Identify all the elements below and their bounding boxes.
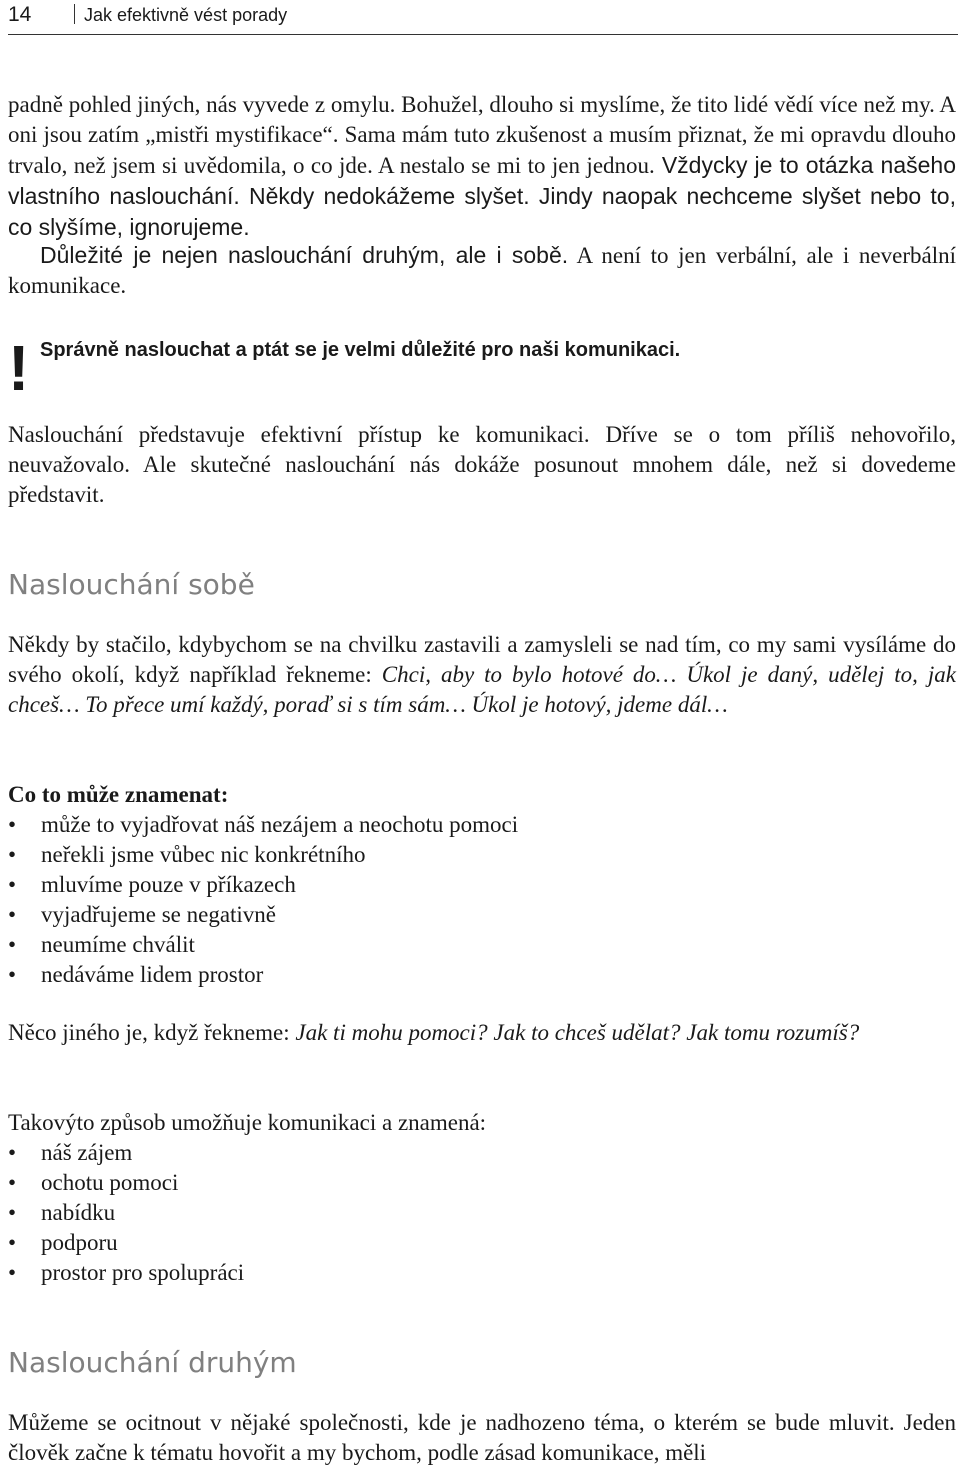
list-item: • ochotu pomoci (8, 1168, 956, 1198)
section-heading-self: Naslouchání sobě (8, 568, 255, 601)
paragraph-listening-approach: Naslouchání představuje efektivní přístup ke komunikaci. Dříve se o tom příliš nehovořilo, neuvažovalo. Ale skutečné naslouchání nás dokáže posunout mnohem dále, než si dovedeme představit. (8, 422, 956, 507)
intro-paragraph (8, 90, 956, 243)
self-italic-quotes: Chci, aby to bylo hotové do… Úkol je daný, udělej to, jak chceš… To přece umí každý, poraď si s tím sám… Úkol je hotový, jdeme dál… (8, 662, 956, 717)
else-italic-questions: Jak ti mohu pomoci? Jak to chceš udělat? Jak tomu rozumíš? (295, 1020, 860, 1045)
list-item: • nabídku (8, 1198, 956, 1228)
benefit-list (8, 1138, 956, 1288)
paragraph-others-listening: Můžeme se ocitnout v nějaké společnosti, kde je nadhozeno téma, o kterém se bude mluvit. Jeden člověk začne k tématu hovořit a my bychom, podle zásad komunikace, měli (8, 1410, 956, 1465)
callout-text: Správně naslouchat a ptát se je velmi důležité pro naši komunikaci. (40, 339, 681, 361)
list-item: • nedáváme lidem prostor (8, 960, 956, 990)
list-item: • podporu (8, 1228, 956, 1258)
exclamation-icon: ! (8, 332, 30, 404)
header-divider (74, 4, 75, 24)
page-number: 14 (8, 3, 32, 26)
else-plain-text: Něco jiného je, když řekneme: (8, 1020, 296, 1045)
paragraph-something-else (8, 1018, 956, 1048)
paragraph-such-way: Takovýto způsob umožňuje komunikaci a znamená: (8, 1110, 487, 1135)
list-item: • neumíme chválit (8, 930, 956, 960)
section-heading-others: Naslouchání druhým (8, 1346, 297, 1379)
list-item: • náš zájem (8, 1138, 956, 1168)
paragraph-self-listening (8, 630, 956, 720)
intro2-sans-text: Důležité je nejen naslouchání druhým, ale i sobě. (40, 242, 569, 268)
self-plain-text: Někdy by stačilo, kdybychom se na chvilku zastavili a zamysleli se nad tím, co my sami vysíláme do svého okolí, když například řekneme: (8, 632, 956, 687)
subheading-meaning: Co to může znamenat: (8, 782, 229, 807)
list-item: • neřekli jsme vůbec nic konkrétního (8, 840, 956, 870)
list-item: • prostor pro spolupráci (8, 1258, 956, 1288)
running-title: Jak efektivně vést porady (84, 5, 288, 25)
intro-paragraph-2 (8, 240, 956, 301)
callout-note (8, 332, 956, 406)
intro2-serif-text: A není to jen verbální, ale i neverbální komunikace. (8, 243, 956, 298)
intro-sans-text: Vždycky je to otázka našeho vlastního naslouchání. Někdy nedokážeme slyšet. Jindy naopak nechceme slyšet nebo to, co slyšíme, ignorujeme. (8, 152, 956, 240)
list-item: • mluvíme pouze v příkazech (8, 870, 956, 900)
list-item: • vyjadřujeme se negativně (8, 900, 956, 930)
meaning-list (8, 810, 956, 990)
running-header (8, 0, 958, 35)
intro-serif-text: padně pohled jiných, nás vyvede z omylu. Bohužel, dlouho si myslíme, že tito lidé vědí více než my. A oni jsou zatím „mistři mystifikace“. Sama mám tuto zkušenost a musím přiznat, že mi opravdu dlouho trvalo, než jsem si uvědomila, o co jde. A nestalo se mi to jen jednou. (8, 92, 956, 178)
list-item: • může to vyjadřovat náš nezájem a neochotu pomoci (8, 810, 956, 840)
